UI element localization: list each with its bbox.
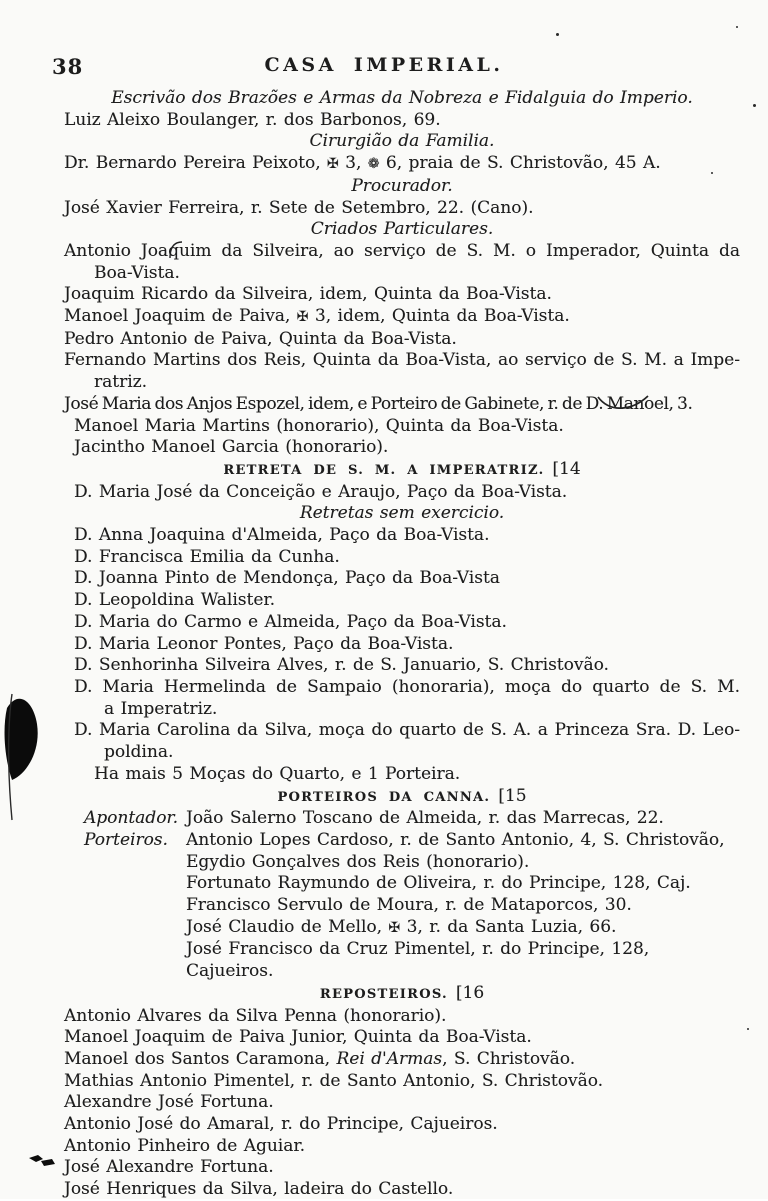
text-segment: José Claudio de Mello,: [186, 916, 389, 937]
directory-entry: Joaquim Ricardo da Silveira, idem, Quinta da Boa-Vista.: [64, 284, 552, 305]
directory-entry: Ha mais 5 Moças do Quarto, e 1 Porteira.: [94, 763, 461, 784]
page-title: CASA IMPERIAL.: [264, 54, 504, 76]
directory-row: [64, 830, 740, 852]
subheading-line: Procurador.: [351, 175, 453, 196]
directory-entry: Mathias Antonio Pimentel, r. de Santo Antonio, S. Christovão.: [64, 1070, 604, 1091]
directory-entry: D. Leopoldina Walister.: [74, 590, 276, 611]
directory-entry: D. Senhorinha Silveira Alves, r. de S. Januario, S. Christovão.: [74, 655, 609, 676]
directory-entry-text: Francisco Servulo de Moura, r. de Mataporcos, 30.: [186, 895, 632, 916]
section-heading-text: RETRETA DE S. M. A IMPERATRIZ.: [223, 462, 545, 478]
italic-text: Rei d'Armas: [336, 1048, 443, 1069]
role-label: [64, 852, 186, 874]
directory-entry: Antonio José do Amaral, r. do Principe, Cajueiros.: [64, 1114, 498, 1135]
subheading-line: Cirurgião da Familia.: [309, 131, 495, 152]
directory-row: [64, 939, 740, 982]
text-segment: 3,: [338, 153, 368, 174]
page-body: [64, 88, 740, 1201]
ink-smudge-artifact: [28, 1153, 62, 1169]
directory-row: [64, 873, 740, 895]
directory-entry-text: Fortunato Raymundo de Oliveira, r. do Principe, 128, Caj.: [186, 873, 691, 894]
directory-entry: D. Joanna Pinto de Mendonça, Paço da Boa-Vista: [74, 568, 500, 589]
section-heading: [64, 983, 740, 1006]
directory-entry: José Maria dos Anjos Espozel, idem, e Porteiro de Gabinete, r. de D. Manoel, 3.: [64, 393, 693, 414]
subheading-line: Escrivão dos Brazões e Armas da Nobreza e Fidalguia do Imperio.: [111, 88, 693, 108]
ink-speck: [747, 1028, 749, 1030]
directory-row: [64, 895, 740, 917]
ink-blob-artifact: [0, 688, 46, 824]
directory-entry: Manoel Joaquim de Paiva Junior, Quinta da Boa-Vista.: [64, 1027, 532, 1048]
section-heading: [64, 786, 740, 809]
section-heading: [64, 459, 740, 482]
directory-entry-text: José Francisco da Cruz Pimentel, r. do Principe, 128, Cajueiros.: [186, 939, 650, 982]
entry-continuation-line: a Imperatriz.: [104, 698, 218, 719]
directory-entry-text: João Salerno Toscano de Almeida, r. das Marrecas, 22.: [186, 808, 664, 829]
section-ref-number: [14: [552, 458, 581, 479]
directory-entry: Pedro Antonio de Paiva, Quinta da Boa-Vista.: [64, 328, 457, 349]
directory-entry: José Alexandre Fortuna.: [64, 1157, 274, 1178]
directory-entry: José Xavier Ferreira, r. Sete de Setembro, 22. (Cano).: [64, 197, 534, 218]
directory-entry-text: [186, 917, 740, 940]
order-insignia-icon: ✠: [296, 309, 309, 326]
text-segment: 3, r. da Santa Luzia, 66.: [400, 916, 617, 937]
page-header: [0, 54, 768, 80]
directory-entry: Antonio Pinheiro de Aguiar.: [64, 1135, 306, 1156]
text-segment: , S. Christovão.: [442, 1048, 576, 1069]
text-segment: Manoel dos Santos Caramona,: [64, 1048, 337, 1069]
directory-entry: Luiz Aleixo Boulanger, r. dos Barbonos, 69.: [64, 109, 441, 130]
order-insignia-icon: ✠: [327, 156, 339, 173]
section-ref-number: [15: [498, 785, 527, 806]
entry-continuation-line: Boa-Vista.: [94, 262, 180, 283]
directory-entry: D. Francisca Emilia da Cunha.: [74, 546, 340, 567]
text-segment: 6, praia de S. Christovão, 45 A.: [379, 153, 661, 174]
directory-entry: D. Maria José da Conceição e Araujo, Paço da Boa-Vista.: [74, 481, 568, 502]
directory-entry-text: Egydio Gonçalves dos Reis (honorario).: [186, 851, 530, 872]
directory-entry: D. Anna Joaquina d'Almeida, Paço da Boa-Vista.: [74, 525, 490, 546]
directory-entry: [64, 350, 740, 393]
directory-entry: [64, 153, 740, 176]
page-number: 38: [52, 54, 84, 79]
directory-entry: Jacintho Manoel Garcia (honorario).: [74, 437, 389, 458]
section-heading-text: PORTEIROS DA CANNA.: [277, 789, 491, 805]
ink-speck: [711, 172, 713, 174]
directory-entry: [64, 1049, 740, 1071]
text-segment: Dr. Bernardo Pereira Peixoto,: [64, 153, 328, 174]
directory-entry: [64, 720, 740, 763]
directory-entry: José Henriques da Silva, ladeira do Castello.: [64, 1179, 454, 1200]
entry-continuation-line: poldina.: [104, 742, 174, 763]
directory-entry: Manoel Maria Martins (honorario), Quinta da Boa-Vista.: [74, 415, 564, 436]
ink-speck: [736, 26, 738, 28]
role-label: [64, 939, 186, 982]
directory-row: [64, 917, 740, 940]
directory-entry: [64, 241, 740, 284]
directory-entry: Alexandre José Fortuna.: [64, 1092, 274, 1113]
text-segment: Manoel Joaquim de Paiva,: [64, 306, 297, 327]
directory-entry: Antonio Alvares da Silva Penna (honorario).: [64, 1005, 447, 1026]
role-label: Apontador.: [84, 808, 179, 829]
order-insignia-icon: ❁: [367, 156, 380, 173]
directory-entry: [64, 677, 740, 720]
entry-first-line: Fernando Martins dos Reis, Quinta da Boa-Vista, ao serviço de S. M. a Impe-: [64, 350, 740, 371]
entry-first-line: Antonio Joaquim da Silveira, ao serviço de S. M. o Imperador, Quinta da: [64, 240, 740, 261]
text-segment: 3, idem, Quinta da Boa-Vista.: [308, 306, 570, 327]
entry-first-line: D. Maria Hermelinda de Sampaio (honoraria), moça do quarto de S. M.: [74, 676, 740, 697]
section-heading-text: REPOSTEIROS.: [319, 986, 448, 1002]
role-label: Porteiros.: [84, 829, 168, 850]
role-label: [64, 873, 186, 895]
order-insignia-icon: ✠: [388, 919, 401, 936]
entry-continuation-line: ratriz.: [94, 372, 148, 393]
directory-entry: [64, 306, 740, 329]
directory-row: [64, 808, 740, 830]
subheading-line: Criados Particulares.: [310, 219, 494, 240]
ink-speck: [753, 104, 756, 107]
subheading-line: Retretas sem exercicio.: [299, 503, 505, 524]
section-ref-number: [16: [455, 982, 485, 1003]
entry-first-line: D. Maria Carolina da Silva, moça do quarto de S. A. a Princeza Sra. D. Leo-: [74, 720, 740, 741]
role-label: [64, 917, 186, 940]
directory-entry: D. Maria Leonor Pontes, Paço da Boa-Vista.: [74, 633, 454, 654]
directory-row: [64, 852, 740, 874]
directory-entry-text: Antonio Lopes Cardoso, r. de Santo Antonio, 4, S. Christovão,: [186, 829, 725, 850]
role-label: [64, 895, 186, 917]
ink-speck: [556, 33, 559, 36]
directory-entry: D. Maria do Carmo e Almeida, Paço da Boa-Vista.: [74, 611, 507, 632]
